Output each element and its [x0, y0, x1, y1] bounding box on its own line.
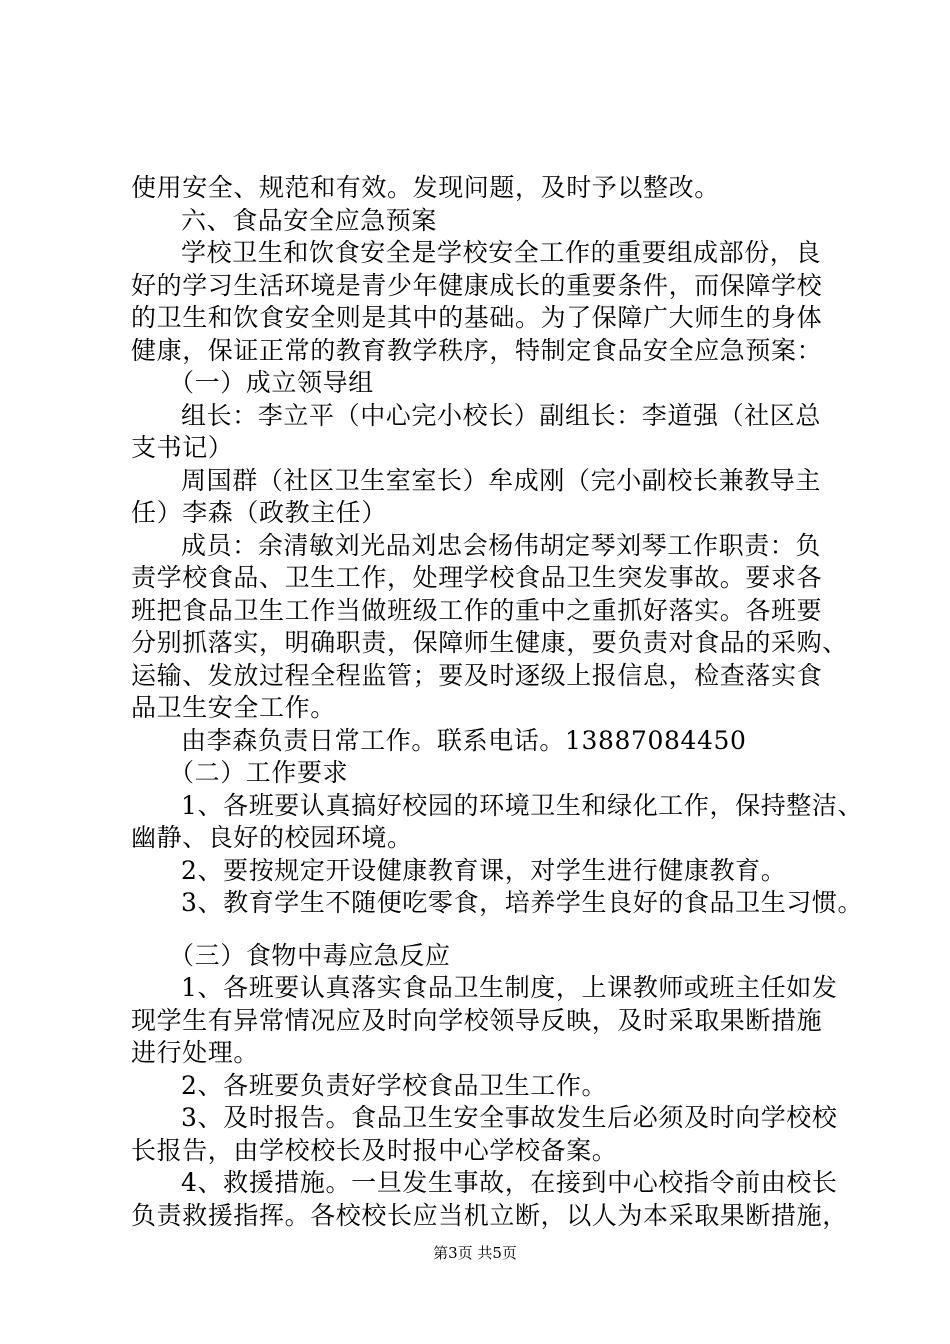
paragraph-line: 1、各班要认真搞好校园的环境卫生和绿化工作，保持整洁、 — [181, 790, 864, 820]
paragraph-line: 分别抓落实，明确职责，保障师生健康，要负责对食品的采购、 — [131, 628, 848, 657]
paragraph-line: 品卫生安全工作。 — [131, 693, 336, 722]
subsection-heading: （一）成立领导组 — [169, 368, 374, 397]
paragraph-line: 任）李森（政教主任） — [131, 498, 388, 527]
paragraph-line: 进行处理。 — [131, 1038, 260, 1067]
paragraph-line: 现学生有异常情况应及时向学校领导反映，及时采取果断措施 — [131, 1005, 823, 1035]
subsection-heading: （三）食物中毒应急反应 — [169, 940, 451, 970]
page-number-footer: 第3页 共5页 — [433, 1244, 517, 1262]
paragraph-line: 2、各班要负责好学校食品卫生工作。 — [181, 1070, 608, 1100]
paragraph-line: 幽静、良好的校园环境。 — [131, 823, 413, 852]
paragraph-line: 责学校食品、卫生工作，处理学校食品卫生突发事故。要求各 — [131, 563, 823, 592]
paragraph-line: 使用安全、规范和有效。发现问题，及时予以整改。 — [131, 173, 720, 202]
paragraph-line: 2、要按规定开设健康教育课，对学生进行健康教育。 — [181, 855, 787, 885]
paragraph-line: 好的学习生活环境是青少年健康成长的重要条件，而保障学校 — [131, 270, 823, 300]
paragraph-line: 健康，保证正常的教育教学秩序，特制定食品安全应急预案： — [131, 335, 823, 365]
paragraph-line: 3、及时报告。食品卫生安全事故发生后必须及时向学校校 — [181, 1103, 838, 1132]
paragraph-line: 学校卫生和饮食安全是学校安全工作的重要组成部份，良 — [181, 238, 822, 267]
section-heading: 六、食品安全应急预案 — [181, 205, 438, 235]
paragraph-line: 长报告，由学校校长及时报中心学校备案。 — [131, 1135, 618, 1165]
paragraph-line: 班把食品卫生工作当做班级工作的重中之重抓好落实。各班要 — [131, 595, 823, 625]
paragraph-line: 的卫生和饮食安全则是其中的基础。为了保障广大师生的身体 — [131, 303, 823, 332]
paragraph-line: 支书记） — [131, 433, 234, 462]
paragraph-line: 运输、发放过程全程监管；要及时逐级上报信息，检查落实食 — [131, 660, 823, 690]
paragraph-line: 负责救援指挥。各校校长应当机立断，以人为本采取果断措施， — [131, 1200, 848, 1230]
paragraph-line: 成员：余清敏刘光品刘忠会杨伟胡定琴刘琴工作职责：负 — [181, 530, 822, 560]
paragraph-line: 周国群（社区卫生室室长）牟成刚（完小副校长兼教导主 — [181, 465, 822, 495]
paragraph-line: 1、各班要认真落实食品卫生制度，上课教师或班主任如发 — [181, 973, 838, 1002]
document-body — [131, 172, 864, 1232]
paragraph-line: 4、救援措施。一旦发生事故，在接到中心校指令前由校长 — [181, 1168, 838, 1197]
paragraph-gap — [131, 920, 861, 940]
contact-line: 由李森负责日常工作。联系电话。13887084450 — [181, 725, 747, 755]
paragraph-line: 组长：李立平（中心完小校长）副组长：李道强（社区总 — [181, 400, 822, 430]
paragraph-line: 3、教育学生不随便吃零食，培养学生良好的食品卫生习惯。 — [181, 888, 864, 917]
subsection-heading: （二）工作要求 — [169, 758, 349, 787]
